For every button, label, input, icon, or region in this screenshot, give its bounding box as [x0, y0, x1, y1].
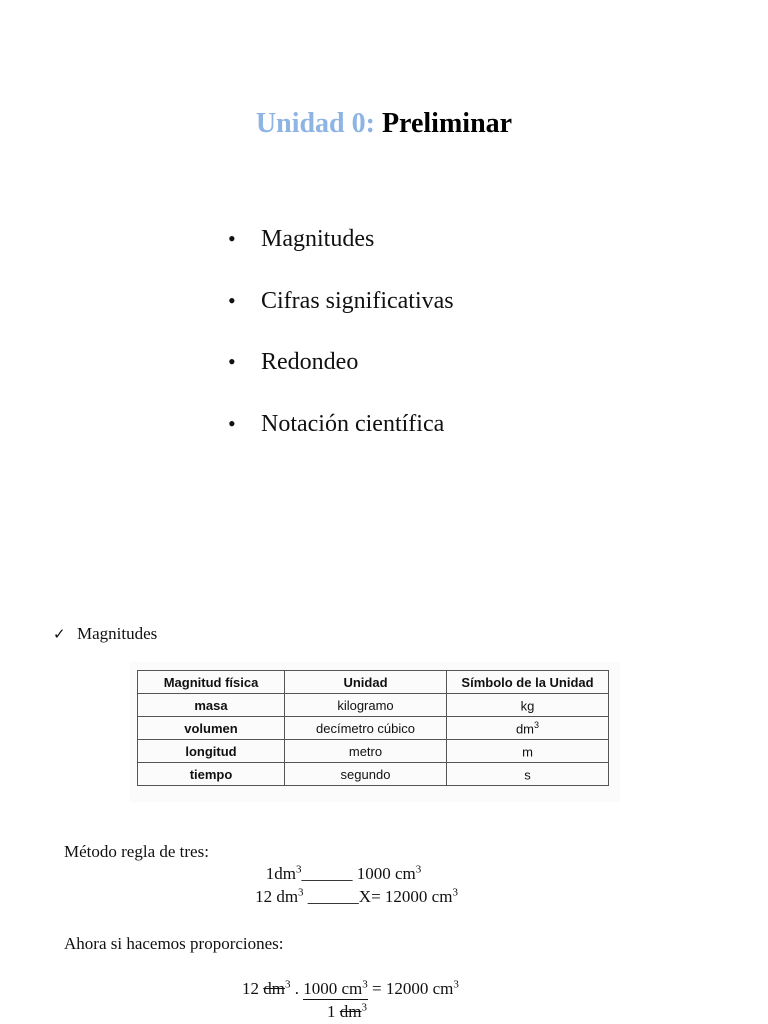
topic-label: Notación científica [261, 410, 445, 437]
title-unit: Unidad 0: [255, 108, 375, 139]
table-row [138, 740, 609, 763]
magnitude-cell: volumen [138, 717, 285, 740]
rule-of-three-label: Método regla de tres: [64, 842, 209, 861]
title-main: Preliminar [381, 108, 513, 139]
topic-label: Cifras significativas [261, 287, 454, 314]
proportion-equation: 12 $dm^3$ . 1000 $cm^3 = 12000$ $cm^3$ [242, 978, 459, 998]
unit-cell: decímetro cúbico [285, 717, 447, 740]
page-title [0, 108, 768, 140]
rule-of-three-line-1: $1dm^3\_\_\_\_\_\_$ 1000 $cm^3$ [265, 863, 422, 883]
topic-label: Redondeo [261, 349, 359, 375]
magnitude-cell: masa [138, 694, 285, 717]
bullet-icon: • [228, 287, 236, 313]
list-item [228, 284, 454, 346]
column-header: Unidad [285, 671, 447, 694]
checkmark-icon: ✓ [53, 625, 66, 643]
topic-label: Magnitudes [261, 226, 375, 252]
magnitude-cell: tiempo [138, 763, 285, 786]
magnitudes-table [137, 670, 609, 786]
list-item [228, 407, 454, 469]
fraction-numerator: 1000 $cm^3$ [303, 978, 368, 998]
symbol-cell: s [447, 763, 609, 786]
unit-cell: metro [285, 740, 447, 763]
rule-of-three-line-2: 12 $dm^3$ ______X= 12000 $cm^3$ [255, 886, 458, 906]
symbol-cell: m [447, 740, 609, 763]
topic-list [228, 222, 454, 468]
column-header: Magnitud física [138, 671, 285, 694]
table-row [138, 694, 609, 717]
fraction-denominator: 1 $dm^3$ [327, 1001, 367, 1021]
bullet-icon: • [228, 410, 236, 436]
symbol-cell: $dm^3$ [447, 717, 609, 740]
magnitude-cell: longitud [138, 740, 285, 763]
table-header-row [138, 671, 609, 694]
unit-cell: segundo [285, 763, 447, 786]
bullet-icon: • [228, 226, 236, 251]
column-header: Símbolo de la Unidad [447, 671, 609, 694]
magnitudes-table-image [130, 662, 620, 802]
unit-cell: kilogramo [285, 694, 447, 717]
bullet-icon: • [228, 349, 236, 374]
symbol-cell: kg [447, 694, 609, 717]
section-heading [53, 624, 157, 644]
section-label: Magnitudes [77, 624, 158, 643]
list-item [228, 222, 454, 284]
table-row [138, 717, 609, 740]
table-row [138, 763, 609, 786]
proportions-label: Ahora si hacemos proporciones: [64, 934, 284, 953]
list-item [228, 345, 454, 407]
